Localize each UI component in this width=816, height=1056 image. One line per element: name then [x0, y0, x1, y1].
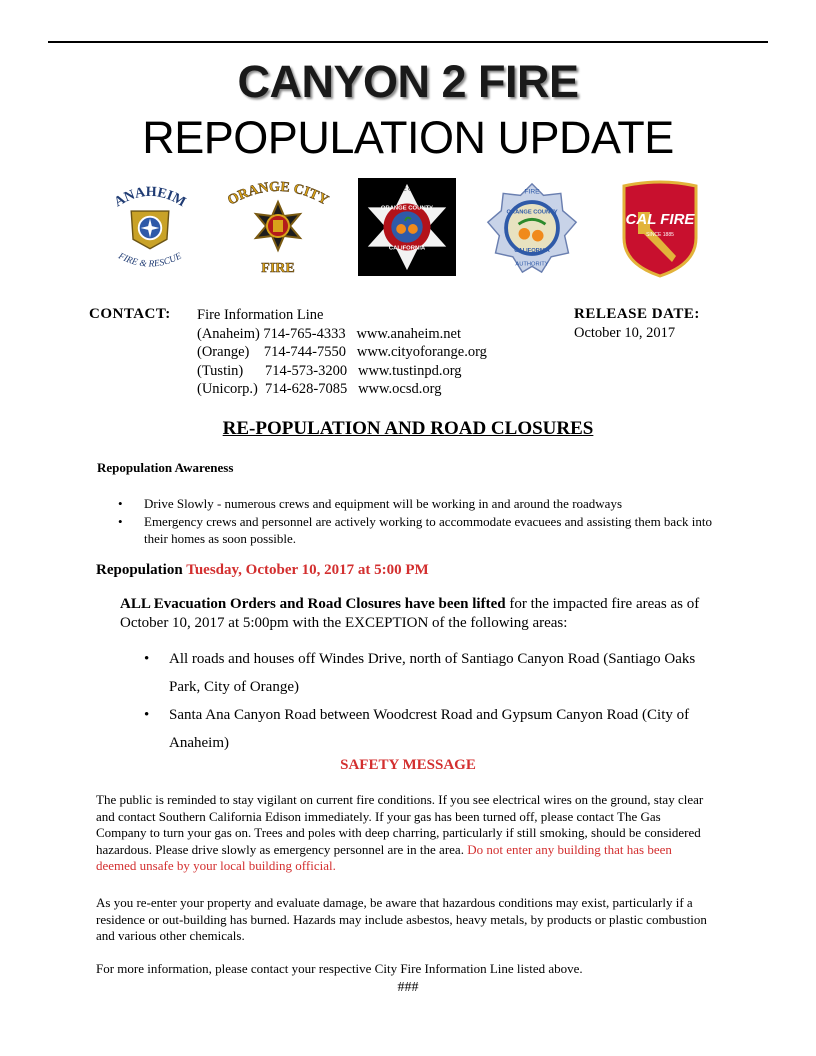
svg-text:FIRE & RESCUE [116, 251, 184, 270]
repopulation-time: Tuesday, October 10, 2017 at 5:00 PM [186, 562, 429, 578]
document-title: CANYON 2 FIRE [237, 56, 579, 107]
safety-heading: SAFETY MESSAGE [340, 757, 476, 773]
contact-line: Fire Information Line [197, 307, 324, 323]
ocfa-top-text: FIRE [524, 188, 540, 196]
repopulation-label: Repopulation [96, 562, 183, 578]
orange-city-fire-logo [218, 178, 338, 278]
contact-line: (Unicorp.) 714-628-7085 www.ocsd.org [197, 381, 442, 397]
orange-city-logo-top-text: ORANGE CITY [225, 179, 331, 209]
repopulation-line [96, 562, 429, 579]
safety-paragraph-3: For more information, please contact your respective City Fire Information Line listed above. [96, 961, 583, 976]
safety-paragraph-2: As you re-enter your property and evaluate damage, be aware that hazardous conditions may exist, particularly if a residence or out-building has burned. Hazards may include asbestos, heavy metals, by products or plastic combustion and various other chemicals. [96, 895, 707, 943]
ocfa-base-text: AUTHORITY [515, 261, 549, 268]
calfire-logo [620, 178, 700, 278]
contact-line: (Anaheim) 714-765-4333 www.anaheim.net [197, 325, 462, 342]
calfire-name-text: CAL FIRE [625, 211, 695, 228]
oc-incident-ring-bottom-text: CALIFORNIA [388, 245, 426, 252]
contact-label: CONTACT: [89, 306, 171, 322]
ocfa-mid-text: ORANGE COUNTY [506, 209, 558, 216]
anaheim-fire-logo [103, 178, 197, 278]
release-date-label: RELEASE DATE: [574, 306, 700, 322]
anaheim-logo-bottom-text: FIRE & RESCUE [116, 251, 184, 270]
end-mark: ### [397, 980, 419, 995]
oc-incident-management-logo [358, 178, 456, 276]
awareness-list [118, 495, 718, 548]
orange-city-logo-bottom-text: FIRE [261, 261, 295, 276]
exception-list [144, 645, 724, 757]
awareness-heading: Repopulation Awareness [97, 460, 234, 475]
evacuation-rest-text: for the impacted fire areas as of October 10, 2017 at 5:00pm with the EXCEPTION of the following areas: [120, 596, 700, 631]
calfire-since-text: SINCE 1885 [646, 232, 674, 238]
safety-paragraph-1 [96, 792, 712, 875]
section-heading: RE-POPULATION AND ROAD CLOSURES [222, 418, 594, 439]
ocfa-logo [484, 178, 580, 278]
oc-incident-ring-mid-text: ORANGE COUNTY [380, 205, 434, 212]
top-rule [48, 41, 768, 43]
oc-incident-ring-top-text: ORANGE COUNTY [385, 187, 429, 193]
safety-warning-text: Do not enter any building that has been deemed unsafe by your local building official. [96, 841, 672, 873]
contact-line: (Orange) 714-744-7550 www.cityoforange.org [197, 344, 487, 360]
release-date-value: October 10, 2017 [574, 325, 676, 341]
evacuation-lifted-text: ALL Evacuation Orders and Road Closures have been lifted [120, 596, 506, 612]
document-subtitle: REPOPULATION UPDATE [142, 112, 674, 163]
evacuation-paragraph [120, 595, 720, 633]
exception-item: • Santa Ana Canyon Road between Woodcrest Road and Gypsum Canyon Road (City of Anaheim) [144, 701, 724, 757]
awareness-item: • Drive Slowly - numerous crews and equipment will be working in and around the roadways [118, 495, 718, 512]
safety-paragraph-1-text: The public is reminded to stay vigilant on current fire conditions. If you see electrical wires on the ground, stay clear and contact Southern California Edison immediately. If your gas has been turned off, please contact The Gas Company to turn your gas on. Trees and poles with deep charring, particularly if still smoking, should be considered hazardous. Please drive slowly as emergency personnel are in the area. [96, 792, 704, 857]
ocfa-bottom-text: CALIFORNIA [514, 248, 550, 254]
anaheim-logo-top-text: ANAHEIM [111, 183, 189, 211]
contact-list [197, 306, 487, 399]
exception-item: • All roads and houses off Windes Drive, north of Santiago Canyon Road (Santiago Oaks Park, City of Orange) [144, 645, 724, 701]
contact-line: (Tustin) 714-573-3200 www.tustinpd.org [197, 362, 462, 379]
awareness-item: • Emergency crews and personnel are actively working to accommodate evacuees and assisting them back into their homes as soon possible. [118, 513, 718, 547]
svg-text:ANAHEIM [111, 184, 188, 210]
